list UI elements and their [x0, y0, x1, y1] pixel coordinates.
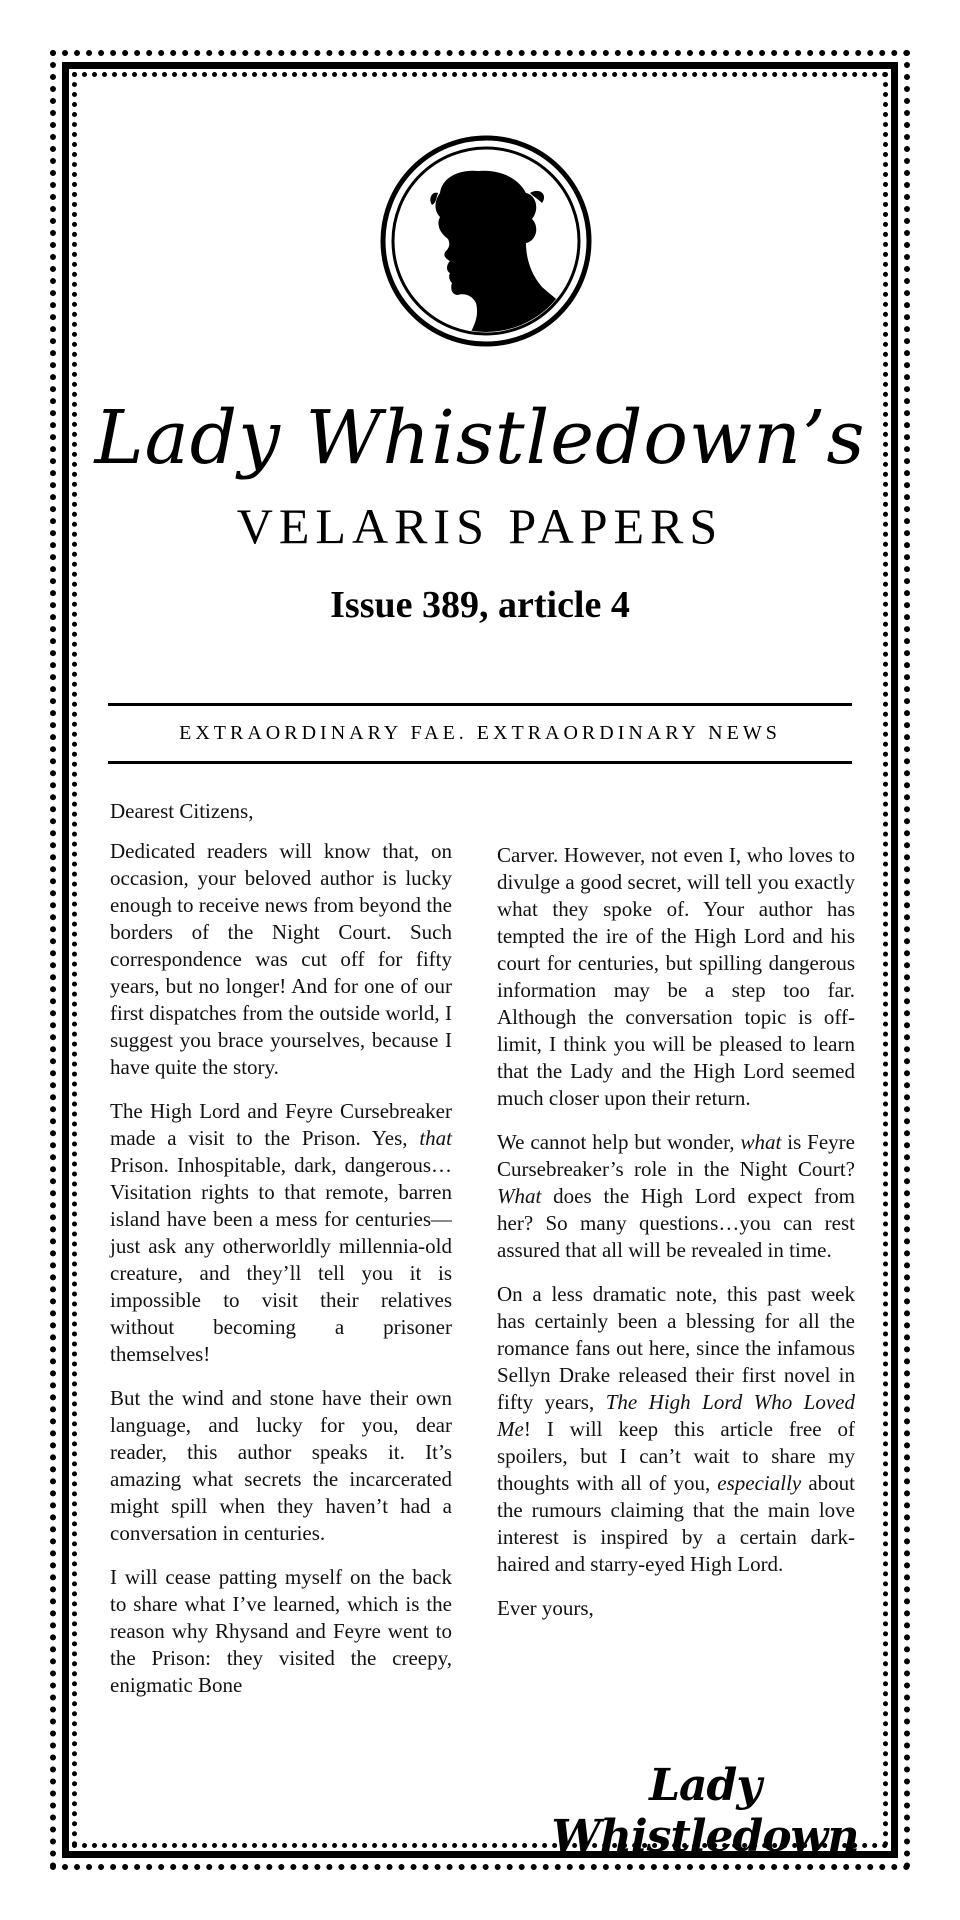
- paragraph-5: Carver. However, not even I, who loves to divulge a good secret, will tell you exactly what they spoke of. Your author has tempted the ire of the High Lord and his court for centuries, but spilling dangerous information may be a step too far. Although the conversation topic is off-limit, I think you will be pleased to learn that the Lady and the High Lord seemed much closer upon their return.: [497, 843, 855, 1110]
- tagline-rule-top: [108, 703, 852, 706]
- paragraph-3: But the wind and stone have their own language, and lucky for you, dear reader, this author speaks it. It’s amazing what secrets the incarcerated might spill when they haven’t had a conversation in centuries.: [110, 1386, 452, 1545]
- silhouette-cameo-icon: [380, 135, 592, 347]
- closing: Ever yours,: [497, 1596, 594, 1620]
- issue-label: Issue 389, article 4: [330, 584, 630, 626]
- masthead-subtitle: VELARIS PAPERS: [236, 498, 724, 554]
- tagline: EXTRAORDINARY FAE. EXTRAORDINARY NEWS: [179, 722, 781, 744]
- paragraph-4: I will cease patting myself on the back to share what I’ve learned, which is the reason why Rhysand and Feyre went to the Prison: they visited the creepy, enigmatic Bone: [110, 1565, 452, 1697]
- paragraph-7: On a less dramatic note, this past week has certainly been a blessing for all the romance fans out here, since the infamous Sellyn Drake released their first novel in fifty years, The High Lord Who Loved Me! I will keep this article free of spoilers, but I can’t wait to share my thoughts with all of you, especially about the rumours claiming that the main love interest is inspired by a certain dark-haired and starry-eyed High Lord.: [497, 1282, 856, 1576]
- article-column-left: [110, 798, 452, 1716]
- paragraph-6: We cannot help but wonder, what is Feyre Cursebreaker’s role in the Night Court? What does the High Lord expect from her? So many questions…you can rest assured that all will be revealed in time.: [497, 1130, 855, 1262]
- tagline-rule-bottom: [108, 761, 852, 764]
- masthead-title: Lady Whistledown’s: [94, 395, 866, 481]
- paragraph-2: The High Lord and Feyre Cursebreaker made a visit to the Prison. Yes, that Prison. Inhospitable, dark, dangerous… Visitation rights to that remote, barren island have been a mess for centuries—just ask any otherworldly millennia-old creature, and they’ll tell you it is impossible to visit their relatives without becoming a prisoner themselves!: [110, 1099, 452, 1366]
- article-column-right: [497, 842, 855, 1639]
- paragraph-1: Dedicated readers will know that, on occasion, your beloved author is lucky enough to receive news from beyond the borders of the Night Court. Such correspondence was cut off for fifty years, but no longer! And for one of our first dispatches from the outside world, I suggest you brace yourselves, because I have quite the story.: [110, 839, 452, 1079]
- greeting: Dearest Citizens,: [110, 799, 254, 823]
- signature: Lady Whistledown: [551, 1760, 859, 1862]
